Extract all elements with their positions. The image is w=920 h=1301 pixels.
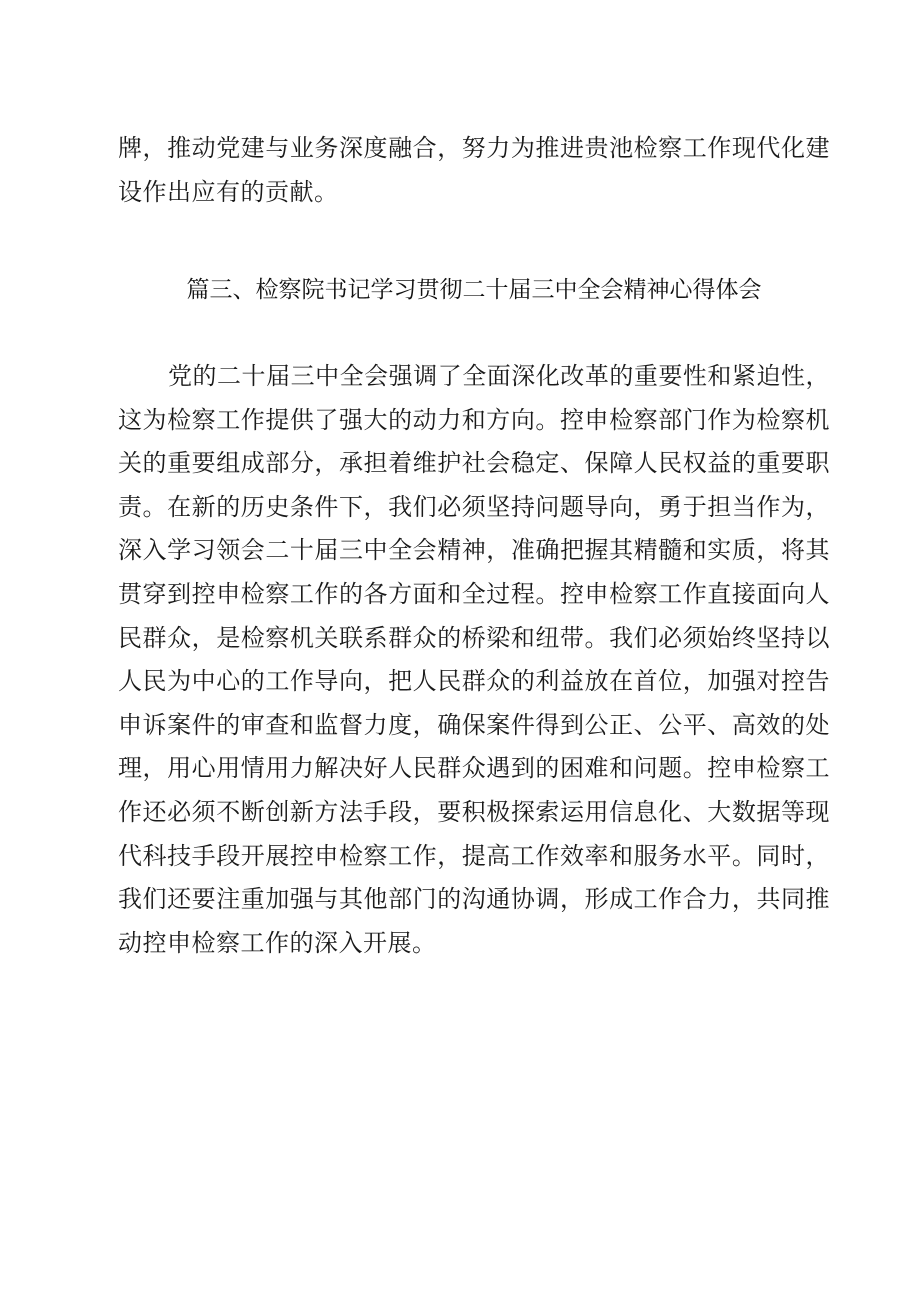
continued-paragraph: 牌，推动党建与业务深度融合，努力为推进贵池检察工作现代化建设作出应有的贡献。 [118,134,830,206]
body-paragraph: 党的二十届三中全会强调了全面深化改革的重要性和紧迫性，这为检察工作提供了强大的动力和方向。控申检察部门作为检察机关的重要组成部分，承担着维护社会稳定、保障人民权益的重要职责。在新的历史条件下，我们必须坚持问题导向，勇于担当作为，深入学习领会二十届三中全会精神，准确把握其精髓和实质，将其贯穿到控申检察工作的各方面和全过程。控申检察工作直接面向人民群众，是检察机关联系群众的桥梁和纽带。我们必须始终坚持以人民为中心的工作导向，把人民群众的利益放在首位，加强对控告申诉案件的审查和监督力度，确保案件得到公正、公平、高效的处理，用心用情用力解决好人民群众遇到的困难和问题。控申检察工作还必须不断创新方法手段，要积极探索运用信息化、大数据等现代科技手段开展控申检察工作，提高工作效率和服务水平。同时，我们还要注重加强与其他部门的沟通协调，形成工作合力，共同推动控申检察工作的深入开展。 [118,362,830,957]
section-heading: 篇三、检察院书记学习贯彻二十届三中全会精神心得体会 [186,277,762,303]
